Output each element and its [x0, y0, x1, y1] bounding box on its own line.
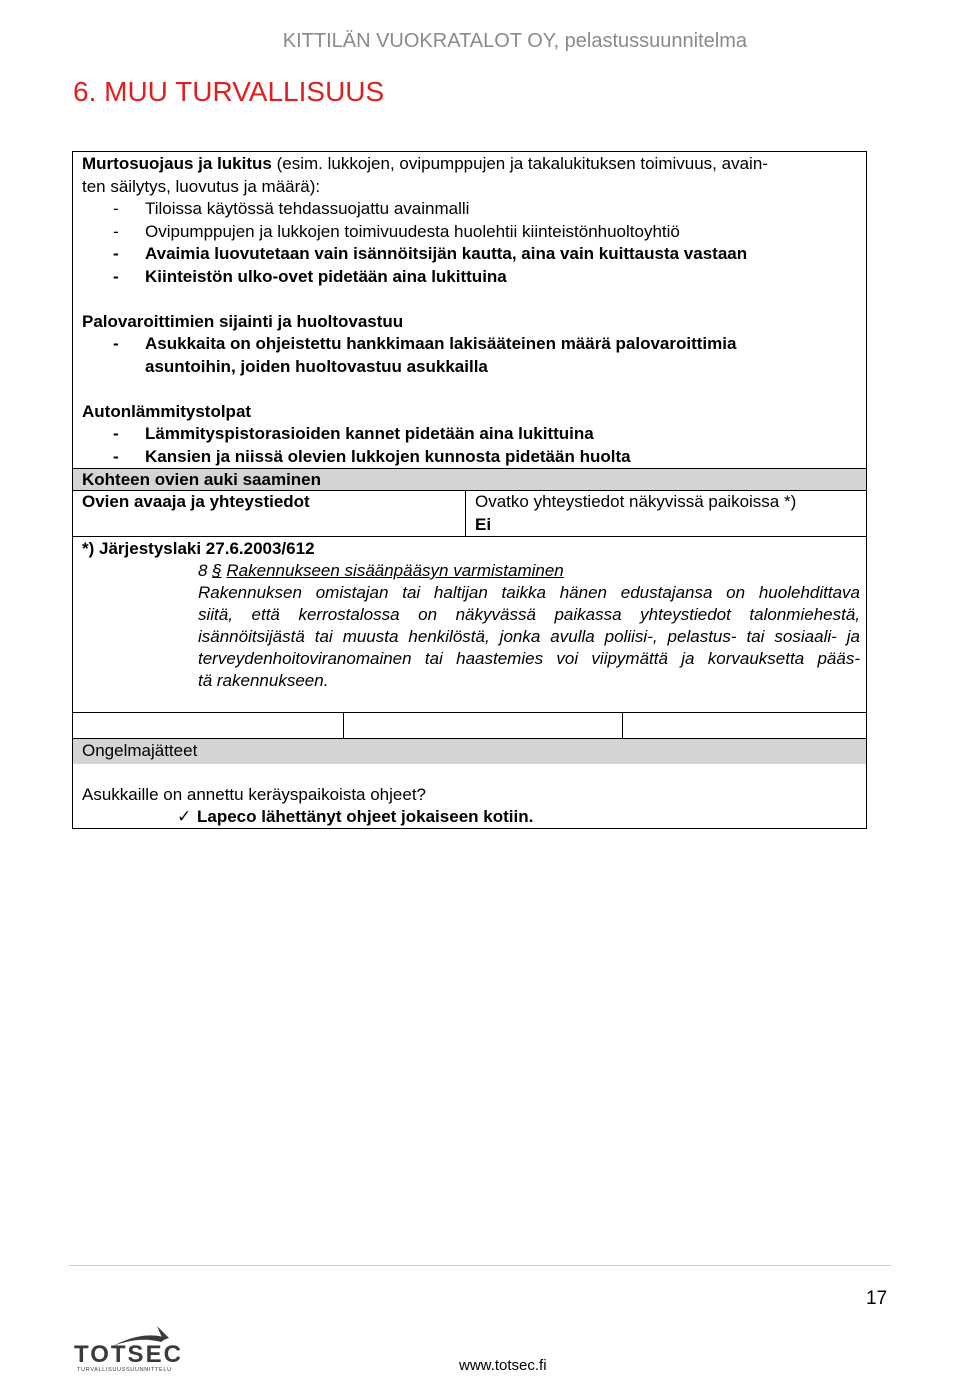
door-opener-label: Ovien avaaja ja yhteystiedot: [82, 492, 310, 511]
spacer: [82, 378, 860, 401]
collection-answer: [177, 806, 533, 829]
list-dash: -: [113, 266, 119, 286]
law-excerpt: [198, 560, 860, 692]
list-item: [82, 266, 860, 289]
list-item-text: Asukkaita on ohjeistettu hankkimaan lakisääteinen määrä palovaroittimia: [145, 334, 737, 353]
hazardous-waste-heading: Ongelmajätteet: [82, 741, 198, 760]
contacts-visible-question: Ovatko yhteystiedot näkyvissä paikoissa *): [475, 492, 797, 511]
list-item: [82, 221, 860, 244]
spacer: [82, 288, 860, 311]
burglary-heading: Murtosuojaus ja lukitus: [82, 154, 272, 173]
door-contacts-row: [73, 491, 866, 537]
cell-divider: [465, 491, 466, 536]
law-section-title: Rakennukseen sisäänpääsyn varmistaminen: [226, 561, 564, 580]
law-section-heading: [198, 560, 860, 582]
list-item-text: Kansien ja niissä olevien lukkojen kunnosta pidetään huolta: [145, 446, 631, 466]
law-text-line: isännöitsijästä tai muusta henkilöstä, jonka avulla poliisi-, pelastus- tai sosiaali- ja: [198, 627, 860, 646]
list-item-cont: asuntoihin, joiden huoltovastuu asukkailla: [145, 356, 488, 376]
footer-url: www.totsec.fi: [459, 1357, 547, 1374]
list-item-text: Kiinteistön ulko-ovet pidetään aina lukittuina: [145, 266, 507, 286]
list-dash: -: [113, 446, 119, 466]
law-text-line: Rakennuksen omistajan tai haltijan taikka hänen edustajansa on huolehdittava: [198, 583, 860, 602]
cell-divider: [343, 713, 344, 738]
document-header: KITTILÄN VUOKRATALOT OY, pelastussuunnitelma: [282, 30, 747, 52]
list-dash: -: [113, 244, 119, 263]
law-text-line: siitä, että kerrostalossa on näkyvässä paikassa yhteystiedot talonmiehestä,: [198, 605, 860, 624]
burglary-description-cont: ten säilytys, luovutus ja määrä):: [82, 176, 321, 196]
list-item-text: Avaimia luovutetaan vain isännöitsijän kautta, aina vain kuittausta vastaan: [145, 244, 748, 263]
section-title: 6. MUU TURVALLISUUS: [73, 76, 385, 107]
list-item: [82, 198, 860, 221]
collection-answer-text: Lapeco lähettänyt ohjeet jokaiseen kotiin.: [197, 807, 534, 826]
safety-content: [82, 153, 860, 468]
page-number: 17: [866, 1288, 888, 1309]
empty-table-row: [73, 712, 866, 739]
collection-question: Asukkaille on annettu keräyspaikoista ohjeet?: [82, 785, 426, 804]
list-item: [82, 446, 860, 469]
hazardous-waste-header-row: [73, 739, 866, 764]
list-item: [82, 423, 860, 446]
door-opening-heading: Kohteen ovien auki saaminen: [82, 470, 322, 489]
list-dash: -: [113, 221, 119, 241]
list-item-text: Ovipumppujen ja lukkojen toimivuudesta huolehtii kiinteistönhuoltoyhtiö: [145, 221, 680, 241]
law-section-sign: §: [212, 561, 222, 580]
contacts-visible-answer: Ei: [475, 514, 492, 534]
burglary-description: (esim. lukkojen, ovipumppujen ja takalukituksen toimivuus, avain-: [271, 154, 768, 173]
law-text-line: tä rakennukseen.: [198, 671, 329, 690]
list-dash: -: [113, 334, 119, 353]
logo-tagline: TURVALLISUUSSUUNNITTELU: [77, 1367, 172, 1373]
checkmark-icon: ✓: [177, 807, 192, 826]
list-item-text: Tiloissa käytössä tehdassuojattu avainmalli: [145, 199, 470, 218]
law-section-number: 8: [198, 561, 208, 580]
law-reference: *) Järjestyslaki 27.6.2003/612: [82, 539, 315, 558]
door-opening-header-row: [73, 468, 866, 491]
smoke-detector-heading: Palovaroittimien sijainti ja huoltovastuu: [82, 311, 404, 331]
list-dash: -: [113, 424, 119, 443]
logo-text: TOTSEC: [74, 1341, 183, 1368]
list-item: [82, 243, 860, 266]
list-dash: -: [113, 199, 119, 218]
heating-posts-heading: Autonlämmitystolpat: [82, 401, 252, 421]
list-item-text: Lämmityspistorasioiden kannet pidetään aina lukittuina: [145, 424, 594, 443]
list-item: [82, 333, 860, 356]
safety-table: [72, 151, 867, 829]
footer-divider: [68, 1265, 892, 1266]
burglary-lead: [82, 153, 860, 176]
cell-divider: [622, 713, 623, 738]
totsec-logo: [73, 1326, 235, 1374]
contacts-visible-cell: [475, 491, 796, 536]
law-text-line: terveydenhoitoviranomainen tai haastemies voi viipymättä ja korvauksetta pääs-: [198, 649, 860, 668]
